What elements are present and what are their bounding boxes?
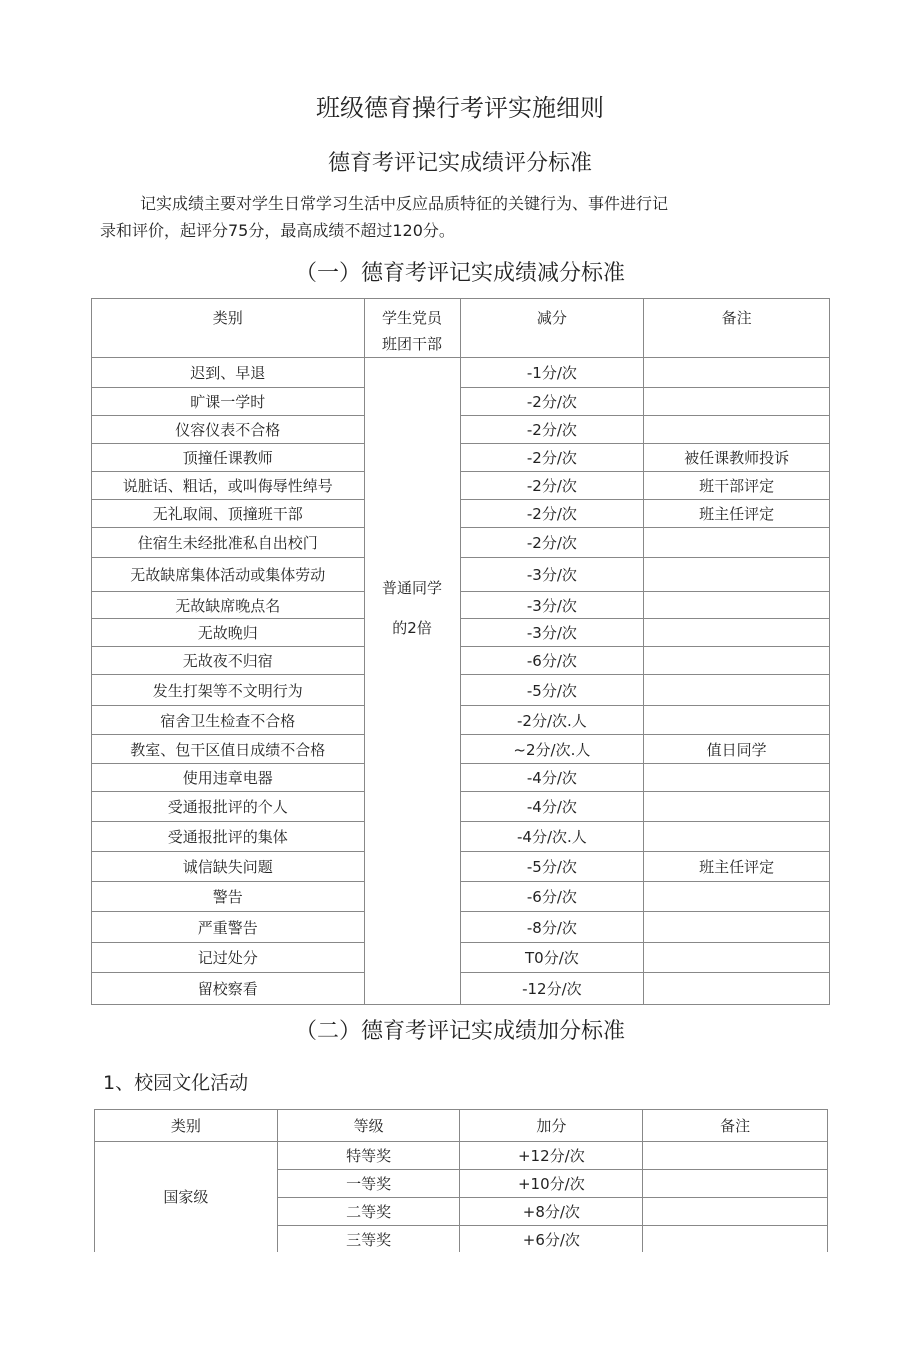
row-note bbox=[644, 528, 830, 558]
row-deduction: -2分/次 bbox=[460, 444, 644, 472]
table-row bbox=[92, 792, 830, 822]
row-level: 二等奖 bbox=[277, 1198, 460, 1226]
row-category: 住宿生未经批准私自出校门 bbox=[92, 528, 365, 558]
multiplier-line: 的2倍 bbox=[392, 619, 432, 637]
row-category: 国家级 bbox=[95, 1142, 278, 1284]
table-row bbox=[92, 619, 830, 647]
header-level: 等级 bbox=[277, 1110, 460, 1142]
row-note bbox=[644, 416, 830, 444]
row-deduction: -2分/次 bbox=[460, 416, 644, 444]
row-note bbox=[644, 706, 830, 735]
table-row bbox=[92, 912, 830, 943]
table-row bbox=[92, 647, 830, 675]
row-deduction: -5分/次 bbox=[460, 675, 644, 706]
row-category: 说脏话、粗话，或叫侮辱性绰号 bbox=[92, 472, 365, 500]
subsection-heading: 1、校园文化活动 bbox=[103, 1072, 249, 1094]
row-note bbox=[644, 764, 830, 792]
table-row bbox=[92, 943, 830, 973]
page-bottom-margin bbox=[0, 1252, 920, 1372]
row-deduction: -2分/次 bbox=[460, 472, 644, 500]
row-note: 班主任评定 bbox=[644, 852, 830, 882]
page-subtitle: 德育考评记实成绩评分标准 bbox=[327, 151, 592, 176]
party-member-multiplier bbox=[364, 358, 460, 1005]
row-bonus: +6分/次 bbox=[460, 1226, 643, 1254]
row-deduction: -8分/次 bbox=[460, 912, 644, 943]
table-row bbox=[95, 1142, 828, 1170]
row-deduction: -3分/次 bbox=[460, 592, 644, 619]
row-deduction: -3分/次 bbox=[460, 619, 644, 647]
row-note: 被任课教师投诉 bbox=[644, 444, 830, 472]
table-row bbox=[92, 358, 830, 388]
multiplier-line: 普通同学 bbox=[382, 579, 443, 597]
table-row bbox=[92, 592, 830, 619]
header-party-member bbox=[364, 299, 460, 358]
intro-paragraph bbox=[100, 190, 750, 244]
row-category: 诚信缺失问题 bbox=[92, 852, 365, 882]
row-note bbox=[644, 358, 830, 388]
row-note bbox=[643, 1226, 828, 1254]
header-category: 类别 bbox=[92, 299, 365, 358]
row-note bbox=[644, 619, 830, 647]
table-header-row bbox=[95, 1110, 828, 1142]
table-header-row bbox=[92, 299, 830, 358]
row-note bbox=[644, 647, 830, 675]
table-row bbox=[92, 472, 830, 500]
table-row bbox=[92, 882, 830, 912]
row-category: 无故晚归 bbox=[92, 619, 365, 647]
row-category: 仪容仪表不合格 bbox=[92, 416, 365, 444]
row-note bbox=[644, 822, 830, 852]
row-note bbox=[644, 388, 830, 416]
row-deduction: -4分/次 bbox=[460, 792, 644, 822]
row-category: 警告 bbox=[92, 882, 365, 912]
row-deduction: -1分/次 bbox=[460, 358, 644, 388]
row-note bbox=[644, 973, 830, 1005]
row-deduction: -2分/次 bbox=[460, 528, 644, 558]
row-bonus: +10分/次 bbox=[460, 1170, 643, 1198]
table-row bbox=[92, 528, 830, 558]
row-category: 记过处分 bbox=[92, 943, 365, 973]
table-row bbox=[92, 558, 830, 592]
row-category: 使用违章电器 bbox=[92, 764, 365, 792]
header-line: 学生党员 bbox=[382, 309, 443, 327]
row-category: 无故缺席集体活动或集体劳动 bbox=[92, 558, 365, 592]
row-category: 发生打架等不文明行为 bbox=[92, 675, 365, 706]
header-bonus: 加分 bbox=[460, 1110, 643, 1142]
row-note bbox=[644, 943, 830, 973]
row-deduction: -6分/次 bbox=[460, 882, 644, 912]
row-deduction: -2分/次 bbox=[460, 500, 644, 528]
row-bonus: +8分/次 bbox=[460, 1198, 643, 1226]
table-row bbox=[92, 444, 830, 472]
row-deduction: -4分/次 bbox=[460, 764, 644, 792]
row-deduction: -4分/次.人 bbox=[460, 822, 644, 852]
table-row bbox=[92, 388, 830, 416]
row-note: 值日同学 bbox=[644, 735, 830, 764]
row-deduction: T0分/次 bbox=[460, 943, 644, 973]
row-note bbox=[643, 1198, 828, 1226]
deduction-table bbox=[91, 298, 830, 1005]
row-category: 迟到、早退 bbox=[92, 358, 365, 388]
row-deduction: -6分/次 bbox=[460, 647, 644, 675]
row-note bbox=[644, 912, 830, 943]
row-note bbox=[644, 558, 830, 592]
table-row bbox=[92, 973, 830, 1005]
row-category: 无故缺席晚点名 bbox=[92, 592, 365, 619]
row-note: 班干部评定 bbox=[644, 472, 830, 500]
row-bonus: +12分/次 bbox=[460, 1142, 643, 1170]
row-note: 班主任评定 bbox=[644, 500, 830, 528]
section-heading-deduction: （一）德育考评记实成绩减分标准 bbox=[294, 261, 625, 286]
row-note bbox=[644, 792, 830, 822]
page-title: 班级德育操行考评实施细则 bbox=[316, 94, 604, 122]
row-deduction: -5分/次 bbox=[460, 852, 644, 882]
table-row bbox=[92, 416, 830, 444]
section-heading-bonus: （二）德育考评记实成绩加分标准 bbox=[294, 1019, 625, 1044]
row-category: 顶撞任课教师 bbox=[92, 444, 365, 472]
intro-line: 录和评价，起评分75分，最高成绩不超过120分。 bbox=[100, 221, 455, 240]
row-category: 宿舍卫生检查不合格 bbox=[92, 706, 365, 735]
table-row bbox=[92, 852, 830, 882]
row-category: 受通报批评的个人 bbox=[92, 792, 365, 822]
row-category: 留校察看 bbox=[92, 973, 365, 1005]
row-deduction: -3分/次 bbox=[460, 558, 644, 592]
row-category: 受通报批评的集体 bbox=[92, 822, 365, 852]
table-row bbox=[92, 764, 830, 792]
row-deduction: -2分/次 bbox=[460, 388, 644, 416]
row-category: 旷课一学时 bbox=[92, 388, 365, 416]
table-row bbox=[92, 675, 830, 706]
header-line: 班团干部 bbox=[382, 335, 443, 353]
row-note bbox=[644, 592, 830, 619]
header-note: 备注 bbox=[643, 1110, 828, 1142]
table-row bbox=[92, 500, 830, 528]
table-row bbox=[92, 822, 830, 852]
row-note bbox=[644, 882, 830, 912]
row-deduction: ~2分/次.人 bbox=[460, 735, 644, 764]
header-note: 备注 bbox=[644, 299, 830, 358]
row-note bbox=[644, 675, 830, 706]
row-level: 一等奖 bbox=[277, 1170, 460, 1198]
row-level: 三等奖 bbox=[277, 1226, 460, 1254]
row-category: 无礼取闹、顶撞班干部 bbox=[92, 500, 365, 528]
header-deduction: 减分 bbox=[460, 299, 644, 358]
header-category: 类别 bbox=[95, 1110, 278, 1142]
table-row bbox=[92, 735, 830, 764]
row-deduction: -2分/次.人 bbox=[460, 706, 644, 735]
intro-line: 记实成绩主要对学生日常学习生活中反应品质特征的关键行为、事件进行记 bbox=[140, 194, 669, 213]
row-note bbox=[643, 1170, 828, 1198]
row-note bbox=[643, 1142, 828, 1170]
table-row bbox=[92, 706, 830, 735]
row-category: 教室、包干区值日成绩不合格 bbox=[92, 735, 365, 764]
row-category: 严重警告 bbox=[92, 912, 365, 943]
row-category: 无故夜不归宿 bbox=[92, 647, 365, 675]
row-level: 特等奖 bbox=[277, 1142, 460, 1170]
row-deduction: -12分/次 bbox=[460, 973, 644, 1005]
